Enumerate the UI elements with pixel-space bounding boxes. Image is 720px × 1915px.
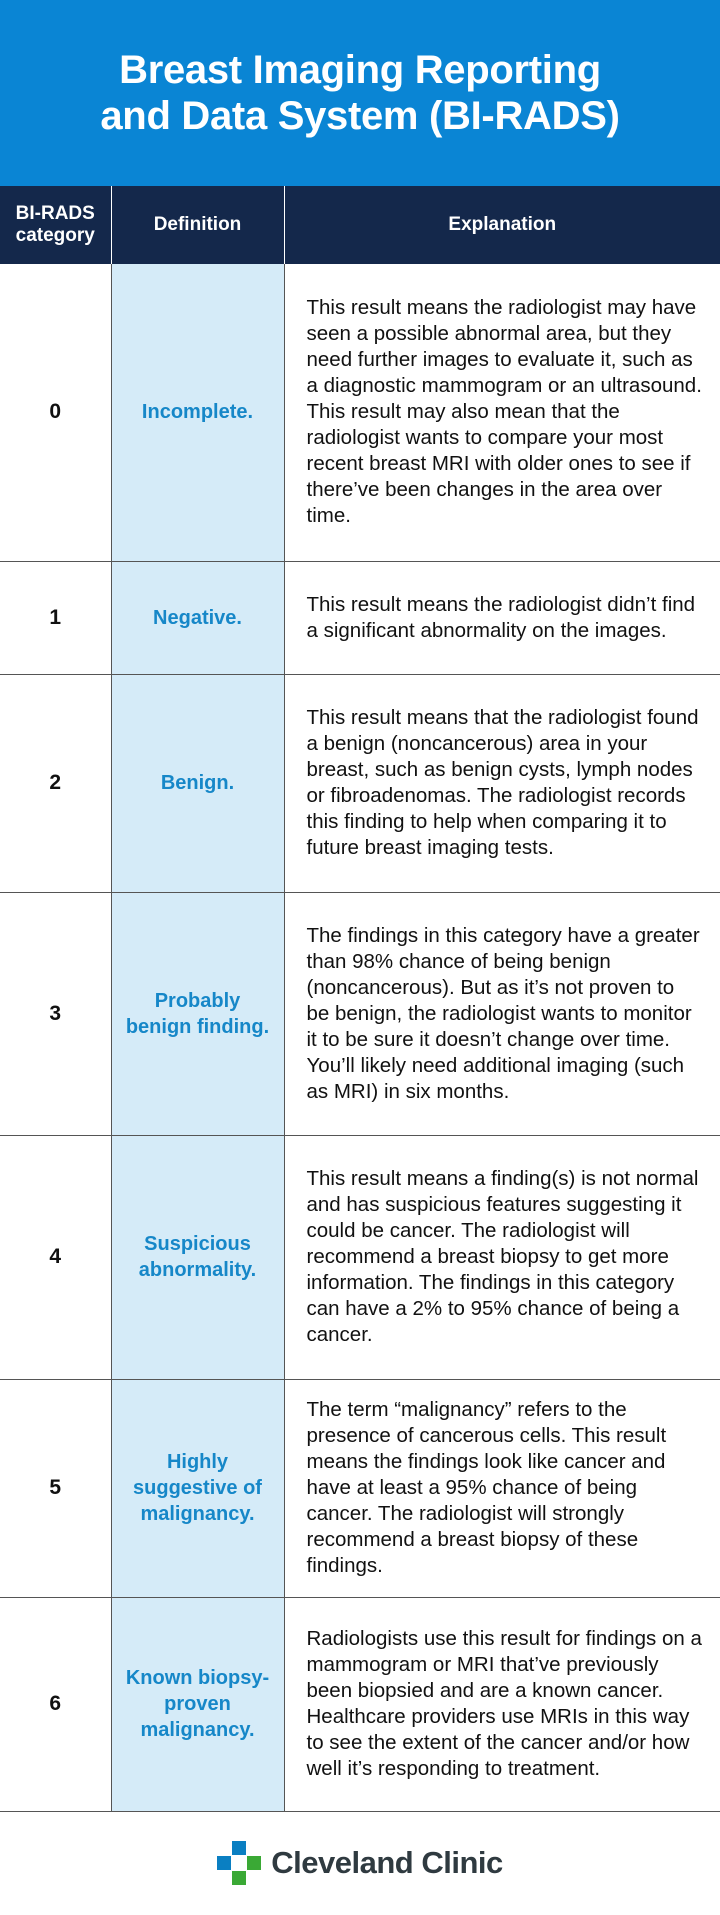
row-explanation: [284, 1135, 720, 1379]
explanation-paragraph: This result means that the radiologist found a benign (noncancerous) area in your breast, such as benign cysts, lymph nodes or fibroadenomas. The radiologist records this finding to help when comparing it to future breast imaging tests.: [306, 706, 699, 859]
row-category: 0: [49, 400, 62, 424]
row-definition: Highly suggestive of malignancy.: [111, 1379, 284, 1597]
birads-table: [0, 186, 720, 1811]
row-category: 4: [0, 1135, 111, 1379]
cleveland-clinic-logo: [0, 1811, 720, 1915]
title-banner: [0, 0, 720, 186]
title-line-1: Breast Imaging Reporting: [119, 48, 601, 92]
explanation-paragraph: Radiologists use this result for findings on a mammogram or MRI that’ve previously been biopsied and are a known cancer. Healthcare providers use MRIs in this way to see the extent of the cancer and/or how well it’s responding to treatment.: [306, 1627, 702, 1781]
row-explanation: [284, 1597, 720, 1811]
header-definition: Definition: [111, 186, 284, 264]
table-row: [0, 264, 720, 561]
title-line-2: and Data System (BI-RADS): [100, 94, 620, 138]
table-row: [0, 1135, 720, 1379]
row-explanation: [284, 674, 720, 892]
table-row: [0, 674, 720, 892]
row-category: 5: [0, 1379, 111, 1597]
row-category: 2: [0, 674, 111, 892]
row-definition: Suspicious abnormality.: [111, 1135, 284, 1379]
row-category: 3: [0, 892, 111, 1135]
row-definition: Incomplete.: [111, 264, 284, 561]
header-explanation: Explanation: [284, 186, 720, 264]
table-header-row: [0, 186, 720, 264]
explanation-paragraph: This result means the radiologist may have seen a possible abnormal area, but they need further images to evaluate it, such as a diagnostic mammogram or an ultrasound.: [306, 296, 702, 398]
header-category: BI-RADS category: [0, 186, 111, 264]
table-row: [0, 1597, 720, 1811]
explanation-paragraph: The findings in this category have a greater than 98% chance of being benign (noncancerous). But as it’s not proven to be benign, the radiologist wants to monitor it to be sure it doesn’t change over time. You’ll likely need additional imaging (such as MRI) in six months.: [306, 923, 700, 1103]
row-explanation: [284, 264, 720, 561]
row-category: 6: [0, 1597, 111, 1811]
row-explanation: [284, 561, 720, 674]
logo-text: Cleveland Clinic: [271, 1845, 503, 1880]
row-category: 1: [0, 561, 111, 674]
explanation-paragraph: This result means the radiologist didn’t find a significant abnormality on the images.: [306, 592, 696, 642]
row-definition: Probably benign finding.: [111, 892, 284, 1135]
row-explanation: [284, 1379, 720, 1597]
row-definition: Benign.: [111, 674, 284, 892]
table-row: [0, 561, 720, 674]
table-row: [0, 892, 720, 1135]
page-title: [100, 47, 619, 139]
cleveland-clinic-cross-icon: [217, 1841, 261, 1885]
row-explanation: [284, 892, 720, 1135]
explanation-paragraph: This result means a finding(s) is not normal and has suspicious features suggesting it could be cancer. The radiologist will recommend a breast biopsy to get more information. The findings in this category can have a 2% to 95% chance of being a cancer.: [306, 1167, 699, 1346]
table-row: [0, 1379, 720, 1597]
row-definition: Negative.: [111, 561, 284, 674]
explanation-paragraph: The term “malignancy” refers to the presence of cancerous cells. This result means the findings look like cancer and have at least a 95% chance of being cancer. The radiologist will strongly recommend a breast biopsy of these findings.: [306, 1398, 667, 1577]
explanation-paragraph: This result may also mean that the radiologist wants to compare your most recent breast MRI with older ones to see if there’ve been changes in the area over time.: [306, 400, 691, 528]
row-definition: Known biopsy-proven malignancy.: [111, 1597, 284, 1811]
